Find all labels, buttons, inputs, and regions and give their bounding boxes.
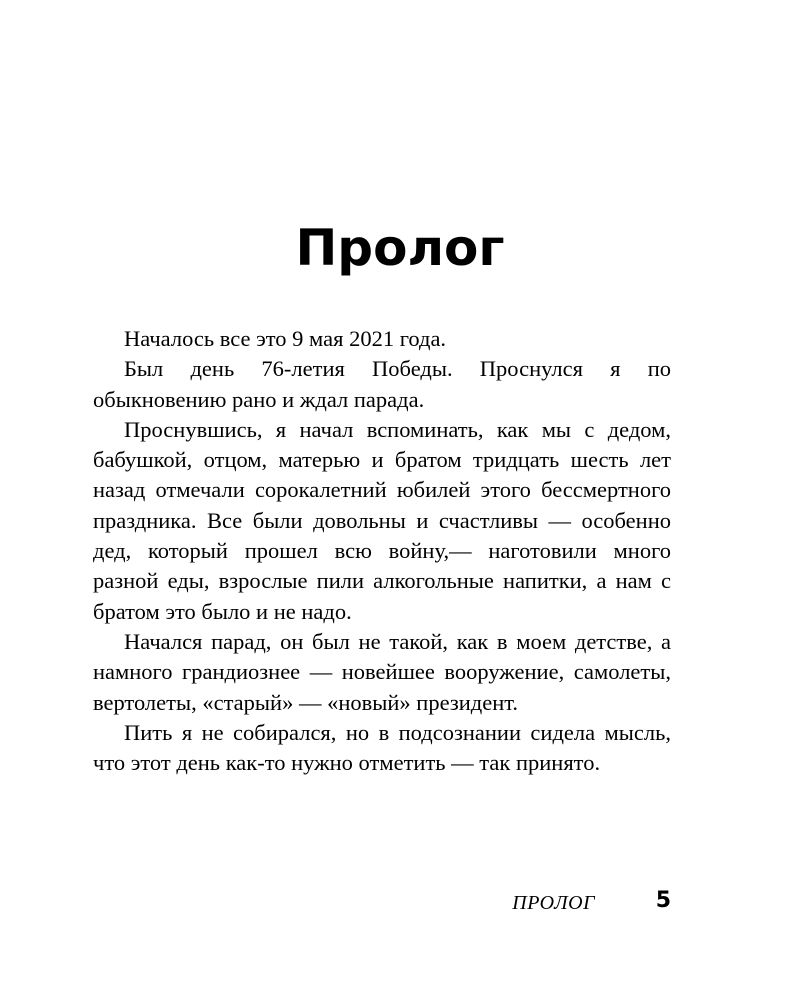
paragraph: Началось все это 9 мая 2021 года. bbox=[124, 326, 447, 351]
paragraph: Пить я не собирался, но в подсознании сидела мысль, что этот день как-то нужно отметить — так принято. bbox=[93, 719, 671, 776]
chapter-body bbox=[93, 324, 671, 778]
paragraph: Проснувшись, я начал вспоминать, как мы с дедом, бабушкой, отцом, матерью и братом тридцать шесть лет назад отмечали сорокалетний юбилей этого бессмертного праздника. Все были довольны и счастливы — особенно дед, который прошел всю войну,— наготовили много разной еды, взрослые пили алкогольные напитки, а нам с братом это было и не надо. bbox=[93, 416, 671, 624]
chapter-title: Пролог bbox=[295, 219, 505, 277]
paragraph: Начался парад, он был не такой, как в моем детстве, а намного грандиознее — новейшее вооружение, самолеты, вертолеты, «старый» — «новый» президент. bbox=[93, 628, 671, 715]
paragraph: Был день 76-летия Победы. Проснулся я по обыкновению рано и ждал парада. bbox=[93, 356, 671, 412]
page-number: 5 bbox=[655, 888, 671, 913]
page-footer bbox=[93, 886, 673, 918]
running-head: ПРОЛОГ bbox=[512, 892, 595, 914]
